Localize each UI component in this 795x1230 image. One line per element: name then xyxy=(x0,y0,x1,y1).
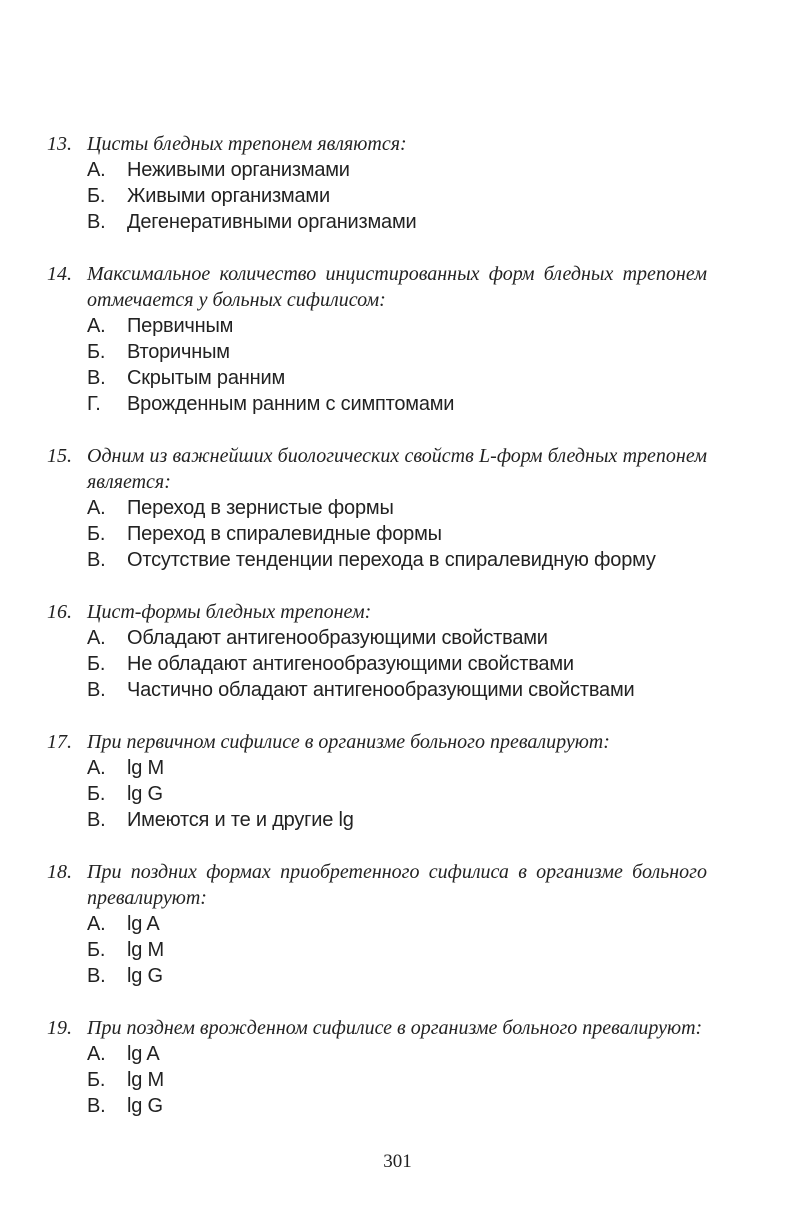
answer-letter: А. xyxy=(87,913,106,935)
answer-letter: А. xyxy=(87,627,106,649)
answer-text: lg G xyxy=(127,965,163,987)
question-number: 19. xyxy=(47,1017,72,1039)
answer-letter: А. xyxy=(87,315,106,337)
answer-text: Скрытым ранним xyxy=(127,367,285,389)
answer-option xyxy=(47,963,707,989)
answer-option xyxy=(47,547,707,573)
answer-letter: В. xyxy=(87,965,106,987)
question-text: Цисты бледных трепонем являются: xyxy=(87,133,407,155)
question-13 xyxy=(47,131,707,235)
answer-list xyxy=(47,495,707,573)
page-number: 301 xyxy=(383,1151,412,1172)
answer-text: Частично обладают антигенообразующими свойствами xyxy=(127,679,635,701)
question-text: При поздних формах приобретенного сифилиса в организме больного превалируют: xyxy=(87,861,707,909)
answer-option xyxy=(47,391,707,417)
answer-option xyxy=(47,677,707,703)
answer-letter: Б. xyxy=(87,341,106,363)
answer-text: lg A xyxy=(127,1043,160,1065)
answer-letter: В. xyxy=(87,809,106,831)
answer-option xyxy=(47,313,707,339)
answer-letter: Г. xyxy=(87,393,101,415)
question-19 xyxy=(47,1015,707,1119)
question-number: 18. xyxy=(47,861,72,883)
answer-letter: Б. xyxy=(87,939,106,961)
answer-option xyxy=(47,495,707,521)
answer-letter: А. xyxy=(87,757,106,779)
answer-text: Имеются и те и другие lg xyxy=(127,809,354,831)
answer-list xyxy=(47,1041,707,1119)
question-17 xyxy=(47,729,707,833)
answer-list xyxy=(47,157,707,235)
answer-text: lg M xyxy=(127,939,164,961)
answer-text: Дегенеративными организмами xyxy=(127,211,417,233)
question-18 xyxy=(47,859,707,989)
answer-letter: Б. xyxy=(87,1069,106,1091)
answer-text: Врожденным ранним с симптомами xyxy=(127,393,455,415)
answer-letter: В. xyxy=(87,549,106,571)
answer-text: lg M xyxy=(127,757,164,779)
answer-letter: В. xyxy=(87,1095,106,1117)
answer-letter: А. xyxy=(87,1043,106,1065)
question-number: 14. xyxy=(47,263,72,285)
answer-option xyxy=(47,911,707,937)
answer-letter: В. xyxy=(87,367,106,389)
answer-list xyxy=(47,625,707,703)
answer-text: Переход в спиралевидные формы xyxy=(127,523,442,545)
question-text: Цист-формы бледных трепонем: xyxy=(87,601,372,623)
answer-option xyxy=(47,1041,707,1067)
answer-letter: В. xyxy=(87,679,106,701)
answer-text: Обладают антигенообразующими свойствами xyxy=(127,627,548,649)
answer-letter: А. xyxy=(87,159,106,181)
answer-option xyxy=(47,209,707,235)
answer-text: lg M xyxy=(127,1069,164,1091)
question-text: При первичном сифилисе в организме больного превалируют: xyxy=(87,731,610,753)
answer-list xyxy=(47,755,707,833)
question-text: При позднем врожденном сифилисе в организме больного превалируют: xyxy=(87,1017,703,1039)
answer-list xyxy=(47,911,707,989)
answer-text: Отсутствие тенденции перехода в спиралевидную форму xyxy=(127,549,656,571)
answer-letter: Б. xyxy=(87,783,106,805)
question-text: Максимальное количество инцистированных форм бледных трепонем отмечается у больных сифилисом: xyxy=(87,263,707,311)
answer-text: lg G xyxy=(127,1095,163,1117)
question-number: 17. xyxy=(47,731,72,753)
question-16 xyxy=(47,599,707,703)
question-number: 15. xyxy=(47,445,72,467)
question-number: 13. xyxy=(47,133,72,155)
answer-option xyxy=(47,183,707,209)
answer-option xyxy=(47,365,707,391)
answer-option xyxy=(47,1093,707,1119)
answer-letter: Б. xyxy=(87,185,106,207)
answer-option xyxy=(47,339,707,365)
question-14 xyxy=(47,261,707,417)
answer-text: Переход в зернистые формы xyxy=(127,497,394,519)
answer-option xyxy=(47,651,707,677)
answer-text: lg A xyxy=(127,913,160,935)
answer-option xyxy=(47,937,707,963)
answer-text: Вторичным xyxy=(127,341,230,363)
answer-list xyxy=(47,313,707,417)
answer-text: lg G xyxy=(127,783,163,805)
answer-option xyxy=(47,807,707,833)
question-number: 16. xyxy=(47,601,72,623)
answer-text: Не обладают антигенообразующими свойствами xyxy=(127,653,574,675)
question-list xyxy=(47,131,707,1145)
answer-option xyxy=(47,1067,707,1093)
answer-option xyxy=(47,157,707,183)
question-text: Одним из важнейших биологических свойств L-форм бледных трепонем является: xyxy=(87,445,707,493)
answer-letter: А. xyxy=(87,497,106,519)
answer-option xyxy=(47,521,707,547)
answer-letter: Б. xyxy=(87,523,106,545)
answer-text: Неживыми организмами xyxy=(127,159,350,181)
question-15 xyxy=(47,443,707,573)
answer-letter: В. xyxy=(87,211,106,233)
answer-text: Живыми организмами xyxy=(127,185,330,207)
answer-option xyxy=(47,625,707,651)
answer-text: Первичным xyxy=(127,315,234,337)
answer-option xyxy=(47,755,707,781)
answer-letter: Б. xyxy=(87,653,106,675)
answer-option xyxy=(47,781,707,807)
